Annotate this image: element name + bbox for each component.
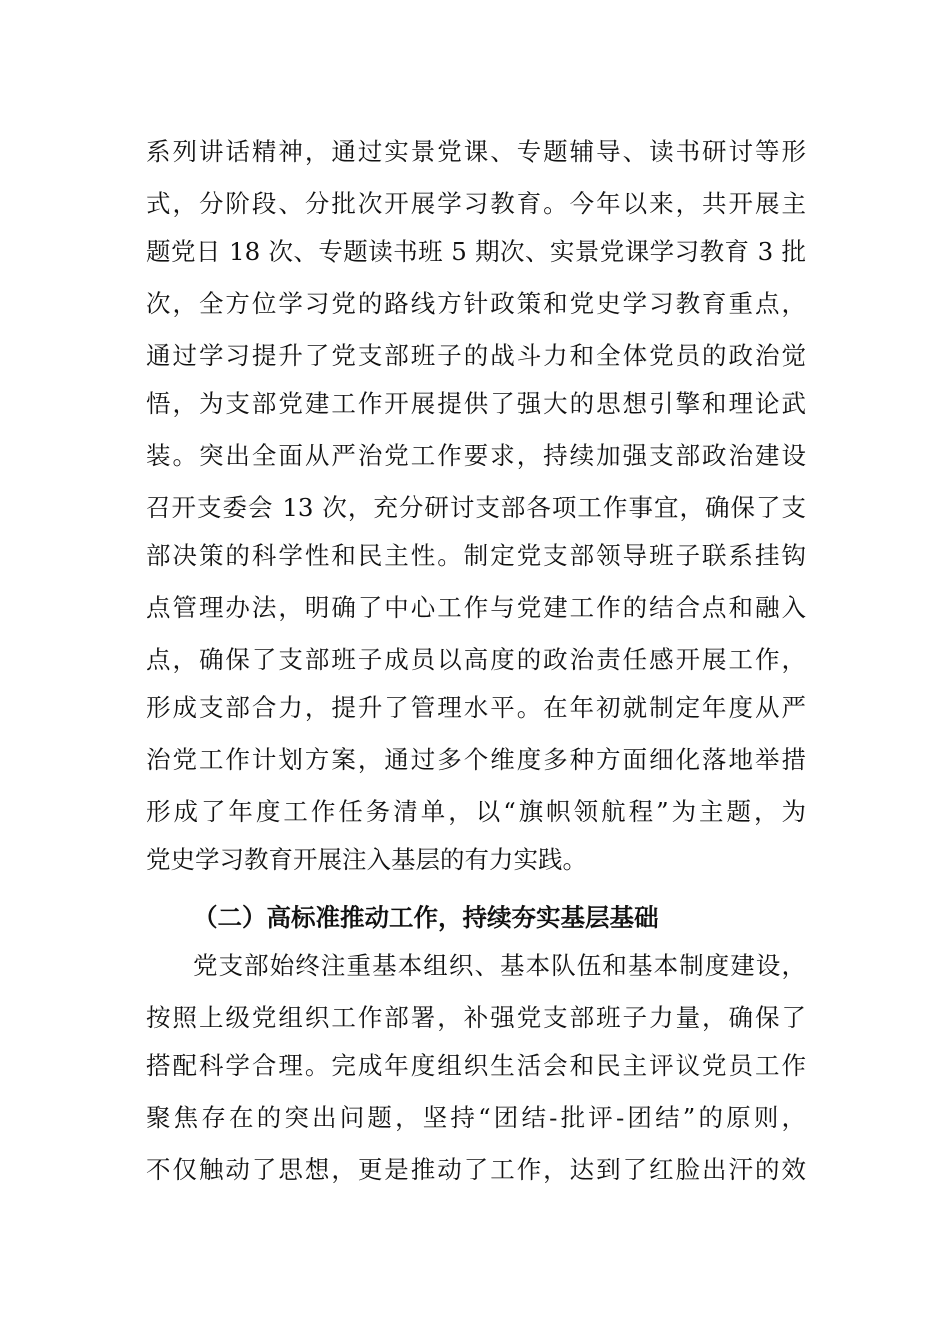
paragraph-line: 形成了年度工作任务清单，以“旗帜领航程”为主题，为 bbox=[146, 797, 806, 826]
paragraph-line: 点，确保了支部班子成员以高度的政治责任感开展工作， bbox=[146, 645, 806, 674]
paragraph-line: 搭配科学合理。完成年度组织生活会和民主评议党员工作 bbox=[146, 1051, 806, 1080]
section-heading: （二）高标准推动工作，持续夯实基层基础 bbox=[193, 903, 659, 932]
paragraph-line: 点管理办法，明确了中心工作与党建工作的结合点和融入 bbox=[146, 593, 806, 622]
paragraph-line: 通过学习提升了党支部班子的战斗力和全体党员的政治觉 bbox=[146, 341, 806, 370]
paragraph-line: 按照上级党组织工作部署，补强党支部班子力量，确保了 bbox=[146, 1003, 806, 1032]
paragraph-line: 装。突出全面从严治党工作要求，持续加强支部政治建设 bbox=[146, 441, 806, 470]
paragraph-line: 系列讲话精神，通过实景党课、专题辅导、读书研讨等形 bbox=[146, 137, 806, 166]
paragraph-line: 治党工作计划方案，通过多个维度多种方面细化落地举措 bbox=[146, 745, 806, 774]
paragraph-line: 党史学习教育开展注入基层的有力实践。 bbox=[146, 845, 587, 874]
paragraph-line: 形成支部合力，提升了管理水平。在年初就制定年度从严 bbox=[146, 693, 806, 722]
paragraph-line: 聚焦存在的突出问题，坚持“团结-批评-团结”的原则， bbox=[146, 1103, 806, 1132]
paragraph-line: 召开支委会 13 次，充分研讨支部各项工作事宜，确保了支 bbox=[146, 493, 806, 522]
paragraph-line: 次，全方位学习党的路线方针政策和党史学习教育重点， bbox=[146, 289, 806, 318]
paragraph-line: 悟，为支部党建工作开展提供了强大的思想引擎和理论武 bbox=[146, 389, 806, 418]
paragraph-line: 不仅触动了思想，更是推动了工作，达到了红脸出汗的效 bbox=[146, 1155, 806, 1184]
paragraph-line: 部决策的科学性和民主性。制定党支部领导班子联系挂钩 bbox=[146, 541, 806, 570]
paragraph-line: 式，分阶段、分批次开展学习教育。今年以来，共开展主 bbox=[146, 189, 806, 218]
paragraph-line: 党支部始终注重基本组织、基本队伍和基本制度建设， bbox=[193, 951, 806, 980]
paragraph-line: 题党日 18 次、专题读书班 5 期次、实景党课学习教育 3 批 bbox=[146, 237, 806, 266]
